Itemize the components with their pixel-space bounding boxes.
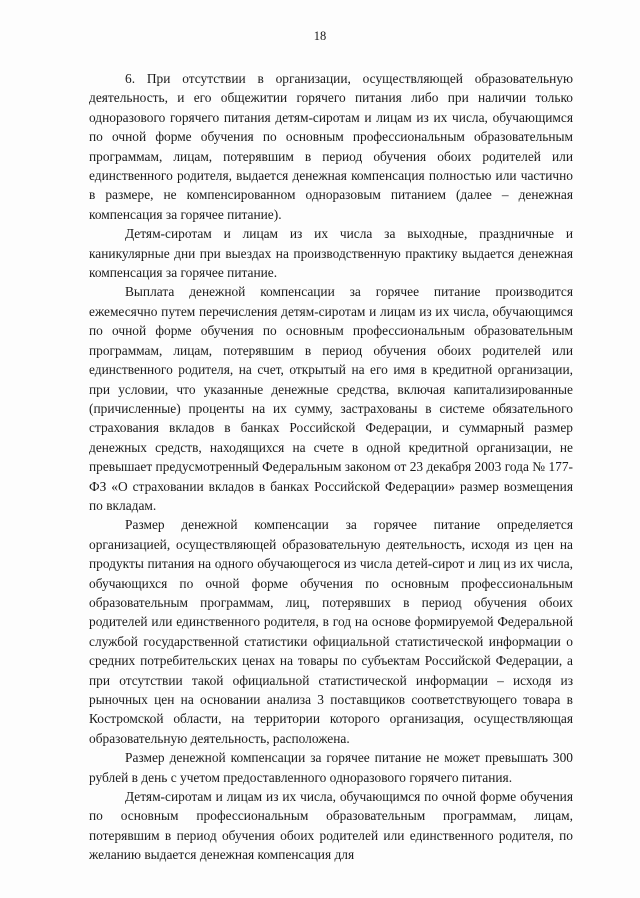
document-body bbox=[89, 69, 573, 865]
paragraph-daily-limit: Размер денежной компенсации за горячее питание не может превышать 300 рублей в день с учетом предоставленного одноразового горячего питания. bbox=[89, 750, 573, 785]
paragraph-payment-procedure: Выплата денежной компенсации за горячее питание производится ежемесячно путем перечисления детям-сиротам и лицам из их числа, обучающимся по очной форме обучения по основным профессиональным образовательным программам, лицам, потерявшим в период обучения обоих родителей или единственного родителя, на счет, открытый на его имя в кредитной организации, при условии, что указанные денежные средства, включая капитализированные (причисленные) проценты на их сумму, застрахованы в системе обязательного страхования вкладов в банках Российской Федерации, и суммарный размер денежных средств, находящихся на счете в одной кредитной организации, не превышает предусмотренный Федеральным законом от 23 декабря 2003 года № 177-ФЗ «О страховании вкладов в банках Российской Федерации» размер возмещения по вкладам. bbox=[89, 284, 573, 513]
paragraph-compensation-conditions: 6. При отсутствии в организации, осуществляющей образовательную деятельность, и его общежитии горячего питания либо при наличии только одноразового горячего питания детям-сиротам и лицам из их числа, обучающимся по очной форме обучения по основным профессиональным образовательным программам, лицам, потерявшим в период обучения обоих родителей или единственного родителя, выдается денежная компенсация полностью или частично в размере, не компенсированном одноразовым питанием (далее – денежная компенсация за горячее питание). bbox=[89, 71, 573, 222]
paragraph-compensation-amount: Размер денежной компенсации за горячее питание определяется организацией, осуществляющей образовательную деятельность, исходя из цен на продукты питания на одного обучающегося из числа детей-сирот и лиц из их числа, обучающихся по очной форме обучения по основным профессиональным образовательным программам, лиц, потерявших в период обучения обоих родителей или единственного родителя, в год на основе формируемой Федеральной службой государственной статистики официальной статистической информации о средних потребительских ценах на товары по субъектам Российской Федерации, а при отсутствии такой официальной статистической информации – исходя из рыночных цен на основании анализа 3 поставщиков соответствующего товара в Костромской области, на территории которого организация, осуществляющая образовательную деятельность, расположена. bbox=[89, 517, 573, 746]
page-number: 18 bbox=[313, 29, 327, 43]
paragraph-optional-compensation: Детям-сиротам и лицам из их числа, обучающимся по очной форме обучения по основным профессиональным образовательным программам, лицам, потерявшим в период обучения обоих родителей или единственного родителя, по желанию выдается денежная компенсация для bbox=[89, 789, 573, 863]
paragraph-holiday-compensation: Детям-сиротам и лицам из их числа за выходные, праздничные и каникулярные дни при выездах на производственную практику выдается денежная компенсация за горячее питание. bbox=[89, 226, 573, 281]
